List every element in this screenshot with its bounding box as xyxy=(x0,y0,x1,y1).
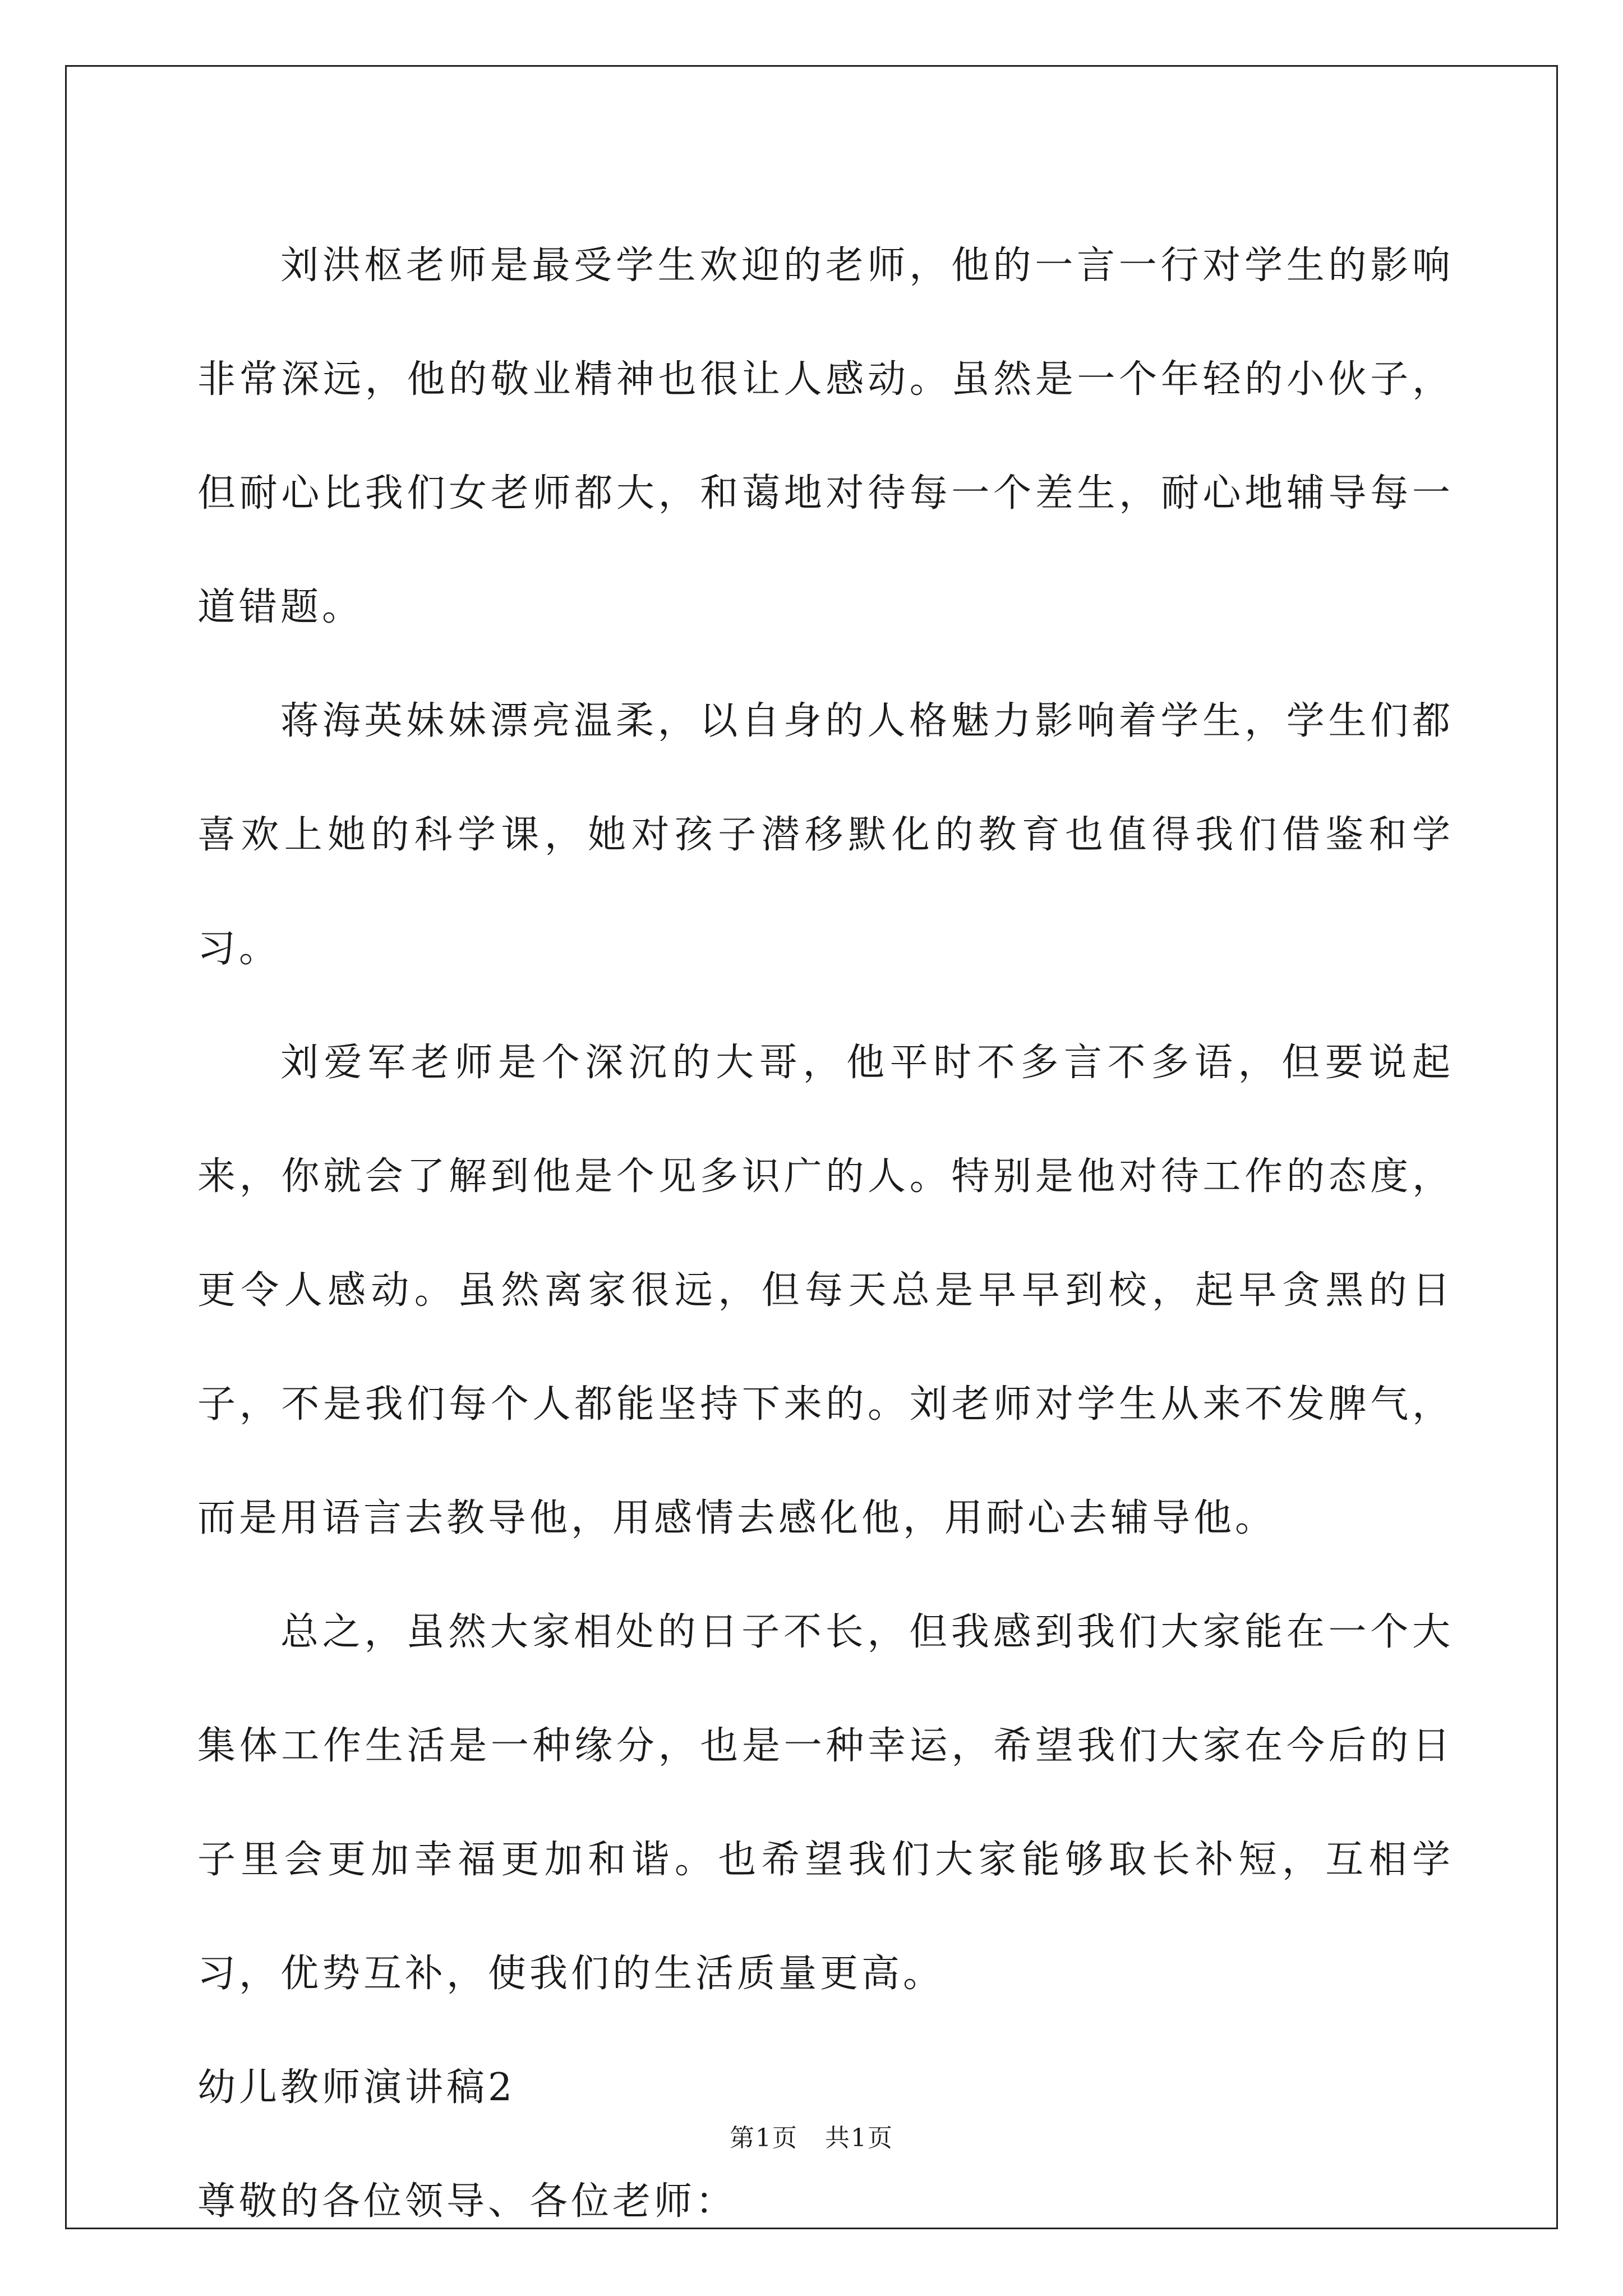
salutation: 尊敬的各位领导、各位老师： xyxy=(197,2179,737,2224)
paragraph-3: 刘爱军老师是个深沉的大哥，他平时不多言不多语，但要说起来，你就会了解到他是个见多识广的人。特别是他对待工作的态度，更令人感动。虽然离家很远，但每天总是早早到校，起早贪黑的日子，不是我们每个人都能坚持下来的。刘老师对学生从来不发脾气，而是用语言去教导他，用感情去感化他，用耐心去辅导他。 xyxy=(197,1041,1454,1540)
paragraph-1: 刘洪枢老师是最受学生欢迎的老师，他的一言一行对学生的影响非常深远，他的敬业精神也很让人感动。虽然是一个年轻的小伙子，但耐心比我们女老师都大，和蔼地对待每一个差生，耐心地辅导每一道错题。 xyxy=(197,243,1454,629)
section-title: 幼儿教师演讲稿2 xyxy=(197,2065,516,2110)
paragraph-2: 蒋海英妹妹漂亮温柔，以自身的人格魅力影响着学生，学生们都喜欢上她的科学课，她对孩子潜移默化的教育也值得我们借鉴和学习。 xyxy=(197,699,1454,971)
document-body xyxy=(197,209,1454,2258)
page-total: 共1页 xyxy=(825,2124,893,2152)
page-number: 第1页 xyxy=(730,2124,798,2152)
page-footer xyxy=(0,2122,1623,2155)
paragraph-4: 总之，虽然大家相处的日子不长，但我感到我们大家能在一个大集体工作生活是一种缘分，也是一种幸运，希望我们大家在今后的日子里会更加幸福更加和谐。也希望我们大家能够取长补短，互相学习，优势互补，使我们的生活质量更高。 xyxy=(197,1610,1454,1996)
